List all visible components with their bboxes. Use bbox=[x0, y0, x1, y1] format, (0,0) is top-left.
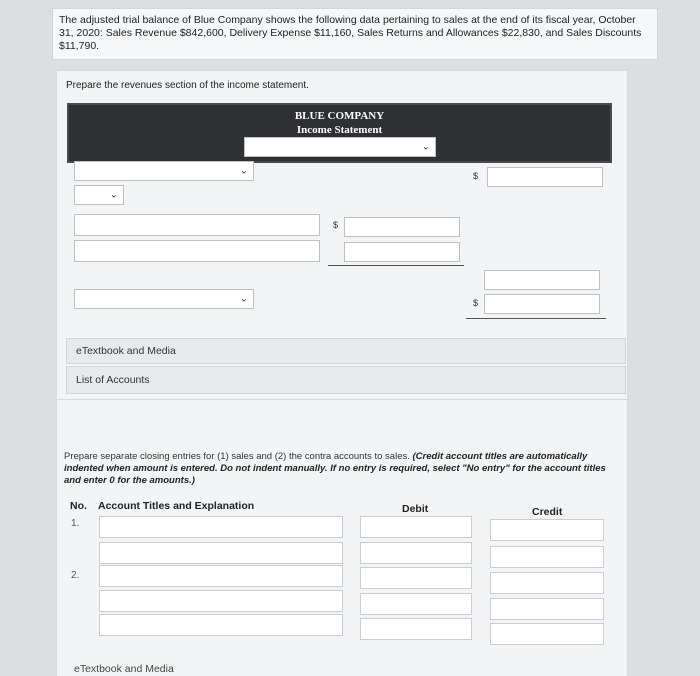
part2-instruction-note: (Credit account titles are automatically indented when amount is entered. Do not indent manually. If no entry is required, select "No entry" for the account titles and enter 0 for the amounts.) bbox=[64, 451, 606, 486]
list-of-accounts-link[interactable]: List of Accounts bbox=[66, 366, 626, 394]
entry2-account-2[interactable] bbox=[99, 590, 343, 612]
entry2-credit-2[interactable] bbox=[490, 598, 604, 620]
entry2-credit-1[interactable] bbox=[490, 572, 604, 594]
entry1-credit-2[interactable] bbox=[490, 546, 604, 568]
entry-number-1: 1. bbox=[71, 518, 80, 529]
subtotal-rule bbox=[328, 265, 464, 266]
entry1-debit-1[interactable] bbox=[360, 516, 472, 538]
entry-number-2: 2. bbox=[71, 570, 80, 581]
amount-input-1[interactable] bbox=[344, 217, 460, 237]
col-credit-header: Credit bbox=[532, 506, 563, 518]
account-input-1[interactable] bbox=[74, 214, 320, 236]
entry2-debit-1[interactable] bbox=[360, 567, 472, 589]
chevron-down-icon: ⌄ bbox=[421, 141, 430, 153]
dollar-sign: $ bbox=[473, 171, 479, 181]
company-name: BLUE COMPANY bbox=[294, 110, 385, 122]
chevron-down-icon: ⌄ bbox=[239, 293, 248, 305]
col-debit-header: Debit bbox=[402, 503, 429, 515]
amount-input-subtotal[interactable] bbox=[484, 270, 600, 290]
chevron-down-icon: ⌄ bbox=[239, 165, 248, 177]
account-select-1[interactable] bbox=[74, 161, 254, 181]
entry2-account-1[interactable] bbox=[99, 565, 343, 587]
account-select-2[interactable] bbox=[74, 289, 254, 309]
dollar-sign: $ bbox=[473, 298, 479, 308]
part2-instruction bbox=[64, 451, 624, 487]
col-titles-header: Account Titles and Explanation bbox=[98, 500, 255, 512]
amount-input-net[interactable] bbox=[484, 294, 600, 314]
total-rule bbox=[466, 318, 606, 319]
part1-instruction: Prepare the revenues section of the income statement. bbox=[66, 80, 309, 91]
dollar-sign: $ bbox=[333, 220, 339, 230]
less-select[interactable] bbox=[74, 185, 124, 205]
problem-statement: The adjusted trial balance of Blue Company shows the following data pertaining to sales at the end of its fiscal year, October 31, 2020: Sales Revenue $842,600, Delivery Expense $11,160, Sales Returns and Allowances $22,830, and Sales Discounts $11,790. bbox=[52, 8, 658, 60]
entry2-account-3[interactable] bbox=[99, 614, 343, 636]
entry2-credit-3[interactable] bbox=[490, 623, 604, 645]
entry1-debit-2[interactable] bbox=[360, 542, 472, 564]
entry2-debit-2[interactable] bbox=[360, 593, 472, 615]
entry1-account-1[interactable] bbox=[99, 516, 343, 538]
statement-period-select[interactable] bbox=[244, 137, 436, 157]
amount-input-2[interactable] bbox=[344, 242, 460, 262]
statement-title: Income Statement bbox=[296, 124, 383, 136]
chevron-down-icon: ⌄ bbox=[109, 189, 118, 201]
part2-instruction-text: Prepare separate closing entries for (1) sales and (2) the contra accounts to sales. bbox=[64, 451, 410, 462]
account-input-2[interactable] bbox=[74, 240, 320, 262]
entry1-credit-1[interactable] bbox=[490, 519, 604, 541]
etextbook-media-link-1[interactable]: eTextbook and Media bbox=[66, 338, 626, 364]
entry2-debit-3[interactable] bbox=[360, 618, 472, 640]
etextbook-media-link-2[interactable]: eTextbook and Media bbox=[74, 663, 174, 675]
col-no-header: No. bbox=[70, 500, 87, 512]
entry1-account-2[interactable] bbox=[99, 542, 343, 564]
amount-input-total-top[interactable] bbox=[487, 167, 603, 187]
